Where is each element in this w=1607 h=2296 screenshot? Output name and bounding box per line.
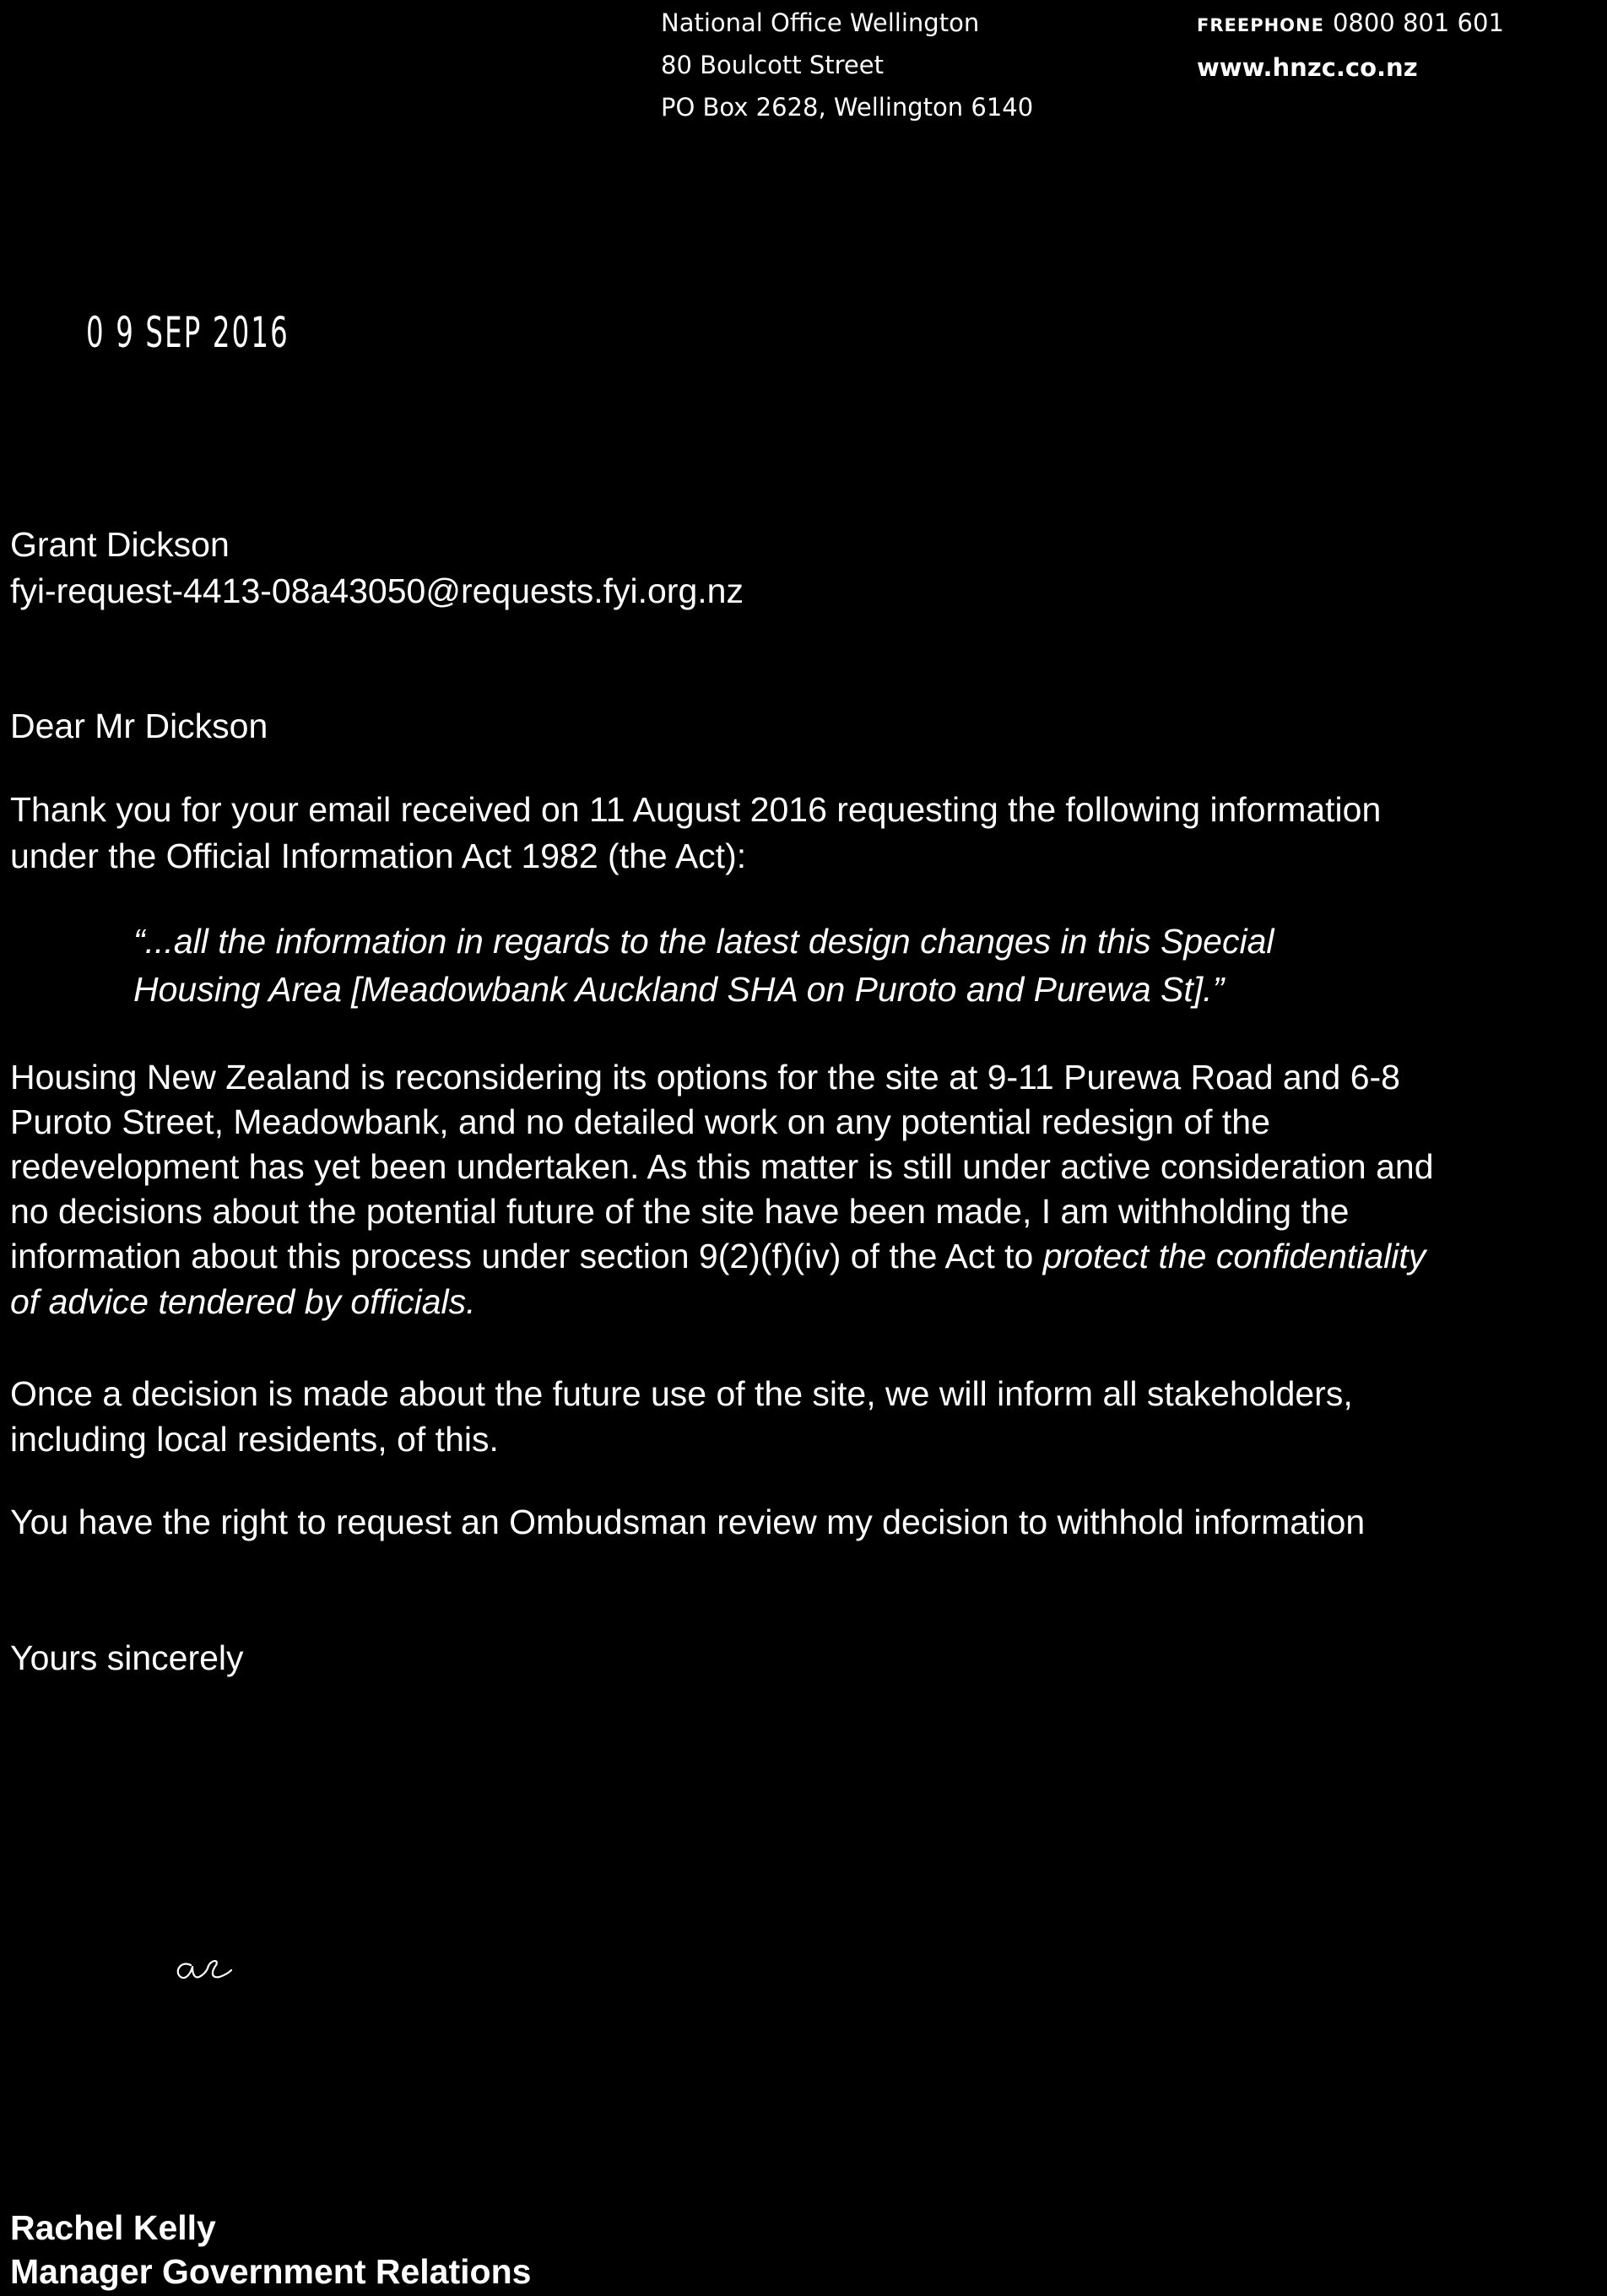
signer-name: Rachel Kelly bbox=[10, 2208, 216, 2247]
quote-line-2: Housing Area [Meadowbank Auckland SHA on Puroto and Purewa St].” bbox=[133, 970, 1225, 1009]
po-box: PO Box 2628, Wellington 6140 bbox=[661, 93, 1034, 122]
recipient-email: fyi-request-4413-08a43050@requests.fyi.org.nz bbox=[10, 571, 744, 610]
letterhead-contact bbox=[1197, 2, 1504, 89]
signer-title: Manager Government Relations bbox=[10, 2252, 532, 2291]
freephone-number: 0800 801 601 bbox=[1332, 8, 1504, 37]
decision-line-2: including local residents, of this. bbox=[10, 1420, 499, 1459]
intro-line-1: Thank you for your email received on 11 August 2016 requesting the following information bbox=[10, 790, 1382, 829]
salutation: Dear Mr Dickson bbox=[10, 707, 268, 745]
body-line-6: of advice tendered by officials. bbox=[10, 1282, 476, 1321]
body-line-5 bbox=[10, 1233, 1426, 1280]
recipient-name: Grant Dickson bbox=[10, 525, 230, 564]
letterhead-address bbox=[661, 2, 1033, 128]
quote-line-1: “...all the information in regards to the latest design changes in this Special bbox=[133, 922, 1274, 961]
ombudsman-rights: You have the right to request an Ombudsman review my decision to withhold information bbox=[10, 1503, 1366, 1541]
body-line-3: redevelopment has yet been undertaken. As this matter is still under active consideration and bbox=[10, 1147, 1434, 1186]
body-line-2: Puroto Street, Meadowbank, and no detailed work on any potential redesign of the bbox=[10, 1102, 1270, 1141]
body-line-5-italic: protect the confidentiality bbox=[1042, 1237, 1426, 1275]
intro-line-2: under the Official Information Act 1982 (the Act): bbox=[10, 837, 747, 875]
closing: Yours sincerely bbox=[10, 1638, 244, 1677]
freephone-line bbox=[1197, 2, 1504, 46]
signature-mark bbox=[172, 1943, 248, 1994]
street-address: 80 Boulcott Street bbox=[661, 51, 884, 79]
body-line-1: Housing New Zealand is reconsidering its options for the site at 9-11 Purewa Road and 6-8 bbox=[10, 1058, 1400, 1097]
website: www.hnzc.co.nz bbox=[1197, 53, 1418, 82]
decision-line-1: Once a decision is made about the future use of the site, we will inform all stakeholders, bbox=[10, 1374, 1353, 1413]
body-line-4: no decisions about the potential future of the site have been made, I am withholding the bbox=[10, 1192, 1350, 1231]
freephone-label: FREEPHONE bbox=[1197, 15, 1324, 35]
body-line-5-plain: information about this process under section 9(2)(f)(iv) of the Act to bbox=[10, 1237, 1043, 1275]
date-stamp: 0 9 SEP 2016 bbox=[86, 308, 289, 357]
office-name: National Office Wellington bbox=[661, 8, 980, 37]
